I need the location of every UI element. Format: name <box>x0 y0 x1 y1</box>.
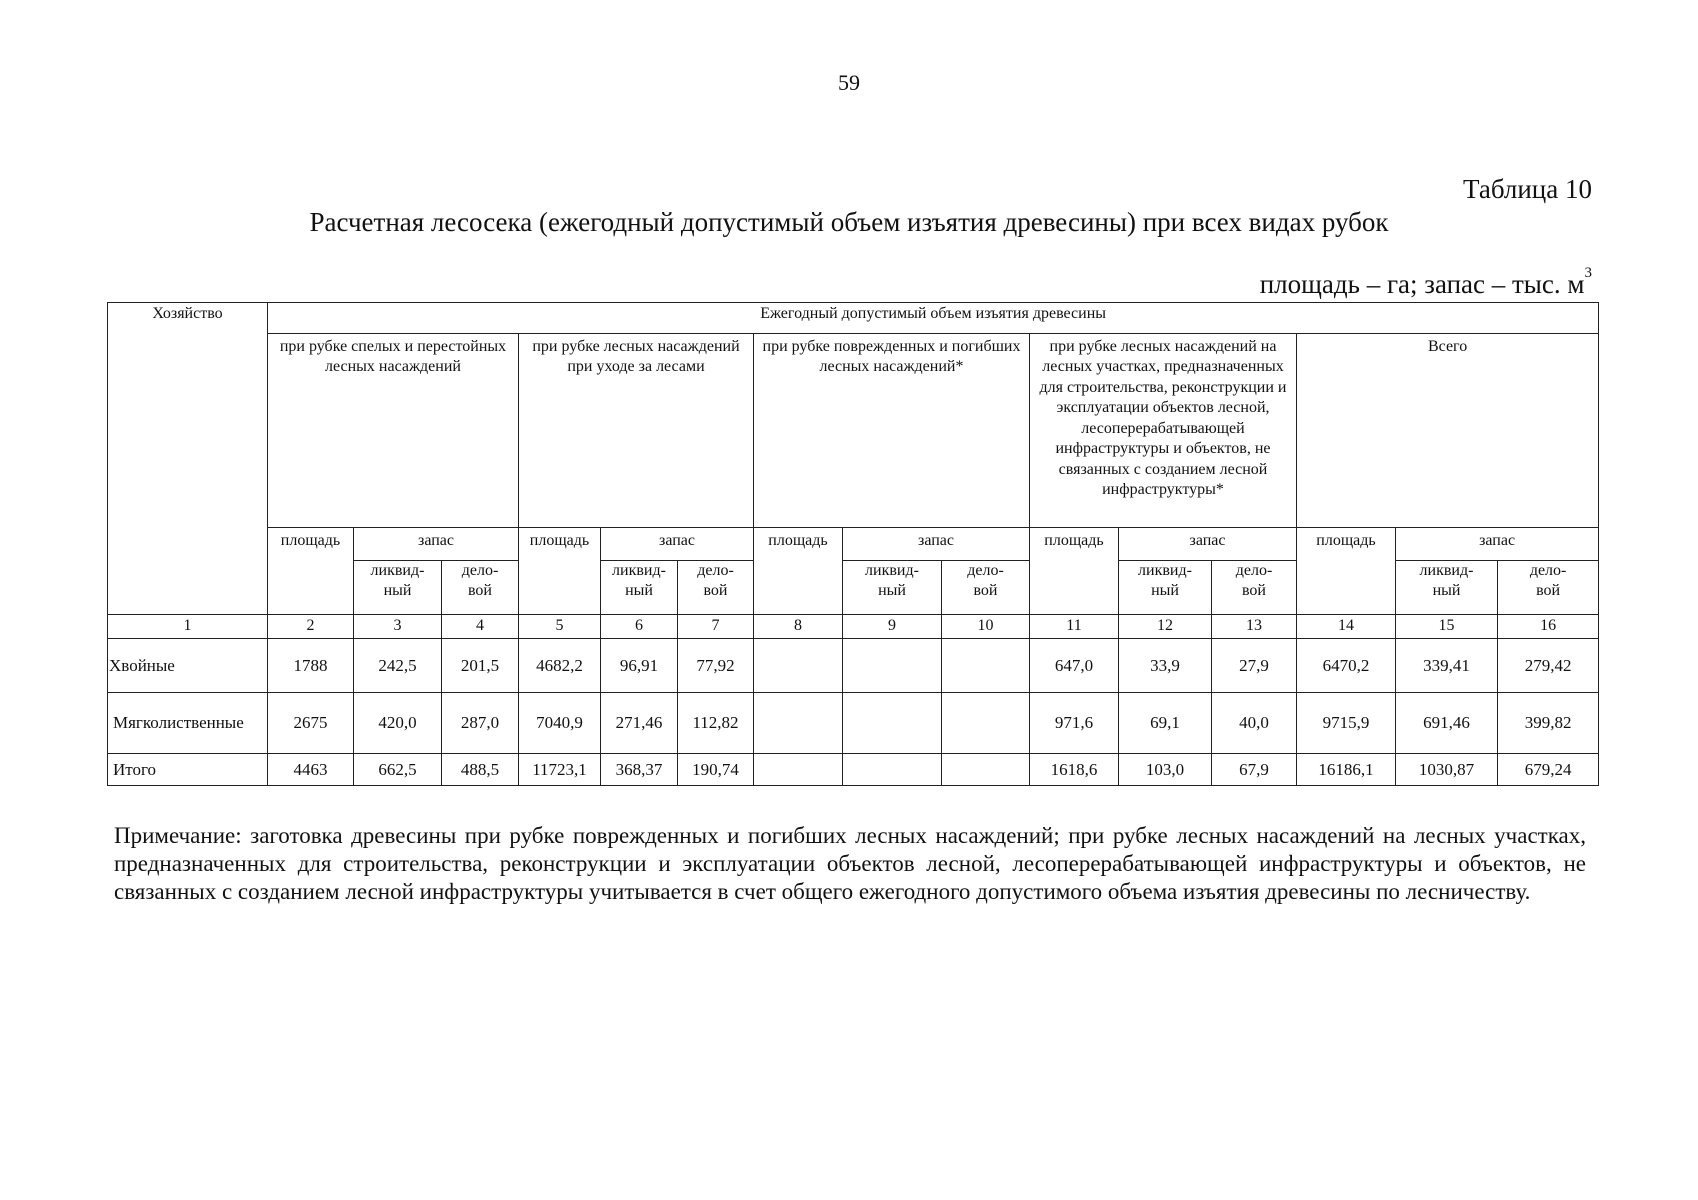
table-cell: 971,6 <box>1030 693 1119 754</box>
header-stock: запас <box>1396 528 1599 561</box>
row-name: Мягколиственные <box>108 693 268 754</box>
table-cell: 420,0 <box>354 693 442 754</box>
table-cell <box>754 693 843 754</box>
header-area: площадь <box>268 528 354 615</box>
table-cell: 368,37 <box>601 754 678 786</box>
column-number: 12 <box>1119 615 1212 639</box>
table-cell: 399,82 <box>1498 693 1599 754</box>
table-cell: 279,42 <box>1498 639 1599 693</box>
header-total: Всего <box>1297 334 1599 528</box>
column-number: 7 <box>678 615 754 639</box>
table-cell: 40,0 <box>1212 693 1297 754</box>
table-cell: 6470,2 <box>1297 639 1396 693</box>
table-cell: 96,91 <box>601 639 678 693</box>
header-stock: запас <box>354 528 519 561</box>
table-cell: 1030,87 <box>1396 754 1498 786</box>
column-number: 9 <box>843 615 942 639</box>
units-text: площадь – га; запас – тыс. м <box>1259 269 1585 299</box>
header-liquid: ликвид- ный <box>1396 561 1498 615</box>
table-cell: 339,41 <box>1396 639 1498 693</box>
header-business: дело- вой <box>1212 561 1297 615</box>
header-group-title: Ежегодный допустимый объем изъятия древесины <box>268 303 1599 334</box>
header-business: дело- вой <box>942 561 1030 615</box>
table-cell: 271,46 <box>601 693 678 754</box>
table-cell: 647,0 <box>1030 639 1119 693</box>
header-farm: Хозяйство <box>108 303 268 615</box>
column-number: 3 <box>354 615 442 639</box>
footnote: Примечание: заготовка древесины при рубке поврежденных и погибших лесных насаждений; при рубке лесных насаждений на лесных участках, предназначенных для строительства, реконструкции и эксплуатации объектов лесной, лесоперерабатывающей инфраструктуры и объектов, не связанных с созданием лесной инфраструктуры учитывается в счет общего ежегодного допустимого объема изъятия древесины по лесничеству. <box>114 823 1586 904</box>
column-number: 13 <box>1212 615 1297 639</box>
column-number: 4 <box>442 615 519 639</box>
table-cell <box>942 754 1030 786</box>
column-number: 14 <box>1297 615 1396 639</box>
header-liquid: ликвид- ный <box>1119 561 1212 615</box>
header-business: дело- вой <box>678 561 754 615</box>
table-row <box>108 754 1599 786</box>
column-number: 11 <box>1030 615 1119 639</box>
table-cell: 662,5 <box>354 754 442 786</box>
table-cell <box>754 754 843 786</box>
header-mature-felling: при рубке спелых и перестойных лесных насаждений <box>268 334 519 528</box>
table-cell: 4463 <box>268 754 354 786</box>
header-business: дело- вой <box>442 561 519 615</box>
row-name: Хвойные <box>108 639 268 693</box>
row-name: Итого <box>108 754 268 786</box>
table-cell: 679,24 <box>1498 754 1599 786</box>
table-cell: 1788 <box>268 639 354 693</box>
table-cell <box>942 693 1030 754</box>
table-cell <box>843 754 942 786</box>
header-area: площадь <box>754 528 843 615</box>
table-cell: 16186,1 <box>1297 754 1396 786</box>
page-number: 59 <box>838 70 860 95</box>
header-liquid: ликвид- ный <box>601 561 678 615</box>
table-cell: 201,5 <box>442 639 519 693</box>
column-number: 2 <box>268 615 354 639</box>
header-liquid: ликвид- ный <box>354 561 442 615</box>
table-cell: 77,92 <box>678 639 754 693</box>
table-cell: 11723,1 <box>519 754 601 786</box>
header-construction-felling: при рубке лесных насаждений на лесных участках, предназначенных для строительства, реконструкции и эксплуатации объектов лесной, лесоперерабатывающей инфраструктуры и объектов, не связанных с созданием лесной инфраструктуры* <box>1030 334 1297 528</box>
table-cell: 287,0 <box>442 693 519 754</box>
column-number: 8 <box>754 615 843 639</box>
column-number: 16 <box>1498 615 1599 639</box>
table-cell: 4682,2 <box>519 639 601 693</box>
header-damaged-felling: при рубке поврежденных и погибших лесных насаждений* <box>754 334 1030 528</box>
header-area: площадь <box>1297 528 1396 615</box>
header-business: дело- вой <box>1498 561 1599 615</box>
table-cell <box>843 693 942 754</box>
column-number: 5 <box>519 615 601 639</box>
table-cell: 27,9 <box>1212 639 1297 693</box>
column-number: 1 <box>108 615 268 639</box>
table-cell: 7040,9 <box>519 693 601 754</box>
table-cell <box>754 639 843 693</box>
table-cell: 242,5 <box>354 639 442 693</box>
document-title: Расчетная лесосека (ежегодный допустимый объем изъятия древесины) при всех видах рубок <box>309 207 1389 237</box>
header-stock: запас <box>1119 528 1297 561</box>
header-liquid: ликвид- ный <box>843 561 942 615</box>
table-label: Таблица 10 <box>1463 174 1592 204</box>
felling-table <box>107 302 1599 786</box>
column-number: 10 <box>942 615 1030 639</box>
units-caption <box>1259 265 1592 300</box>
table-cell <box>942 639 1030 693</box>
table-cell: 190,74 <box>678 754 754 786</box>
column-number: 6 <box>601 615 678 639</box>
header-care-felling: при рубке лесных насаждений при уходе за лесами <box>519 334 754 528</box>
header-area: площадь <box>1030 528 1119 615</box>
table-cell: 69,1 <box>1119 693 1212 754</box>
table-cell <box>843 639 942 693</box>
table-cell: 67,9 <box>1212 754 1297 786</box>
header-area: площадь <box>519 528 601 615</box>
table-cell: 112,82 <box>678 693 754 754</box>
units-superscript: 3 <box>1584 265 1592 281</box>
table-cell: 103,0 <box>1119 754 1212 786</box>
table-cell: 2675 <box>268 693 354 754</box>
table-cell: 33,9 <box>1119 639 1212 693</box>
table-cell: 9715,9 <box>1297 693 1396 754</box>
table-row <box>108 639 1599 693</box>
header-stock: запас <box>843 528 1030 561</box>
table-cell: 488,5 <box>442 754 519 786</box>
table-row <box>108 693 1599 754</box>
column-number: 15 <box>1396 615 1498 639</box>
table-cell: 691,46 <box>1396 693 1498 754</box>
header-stock: запас <box>601 528 754 561</box>
table-cell: 1618,6 <box>1030 754 1119 786</box>
